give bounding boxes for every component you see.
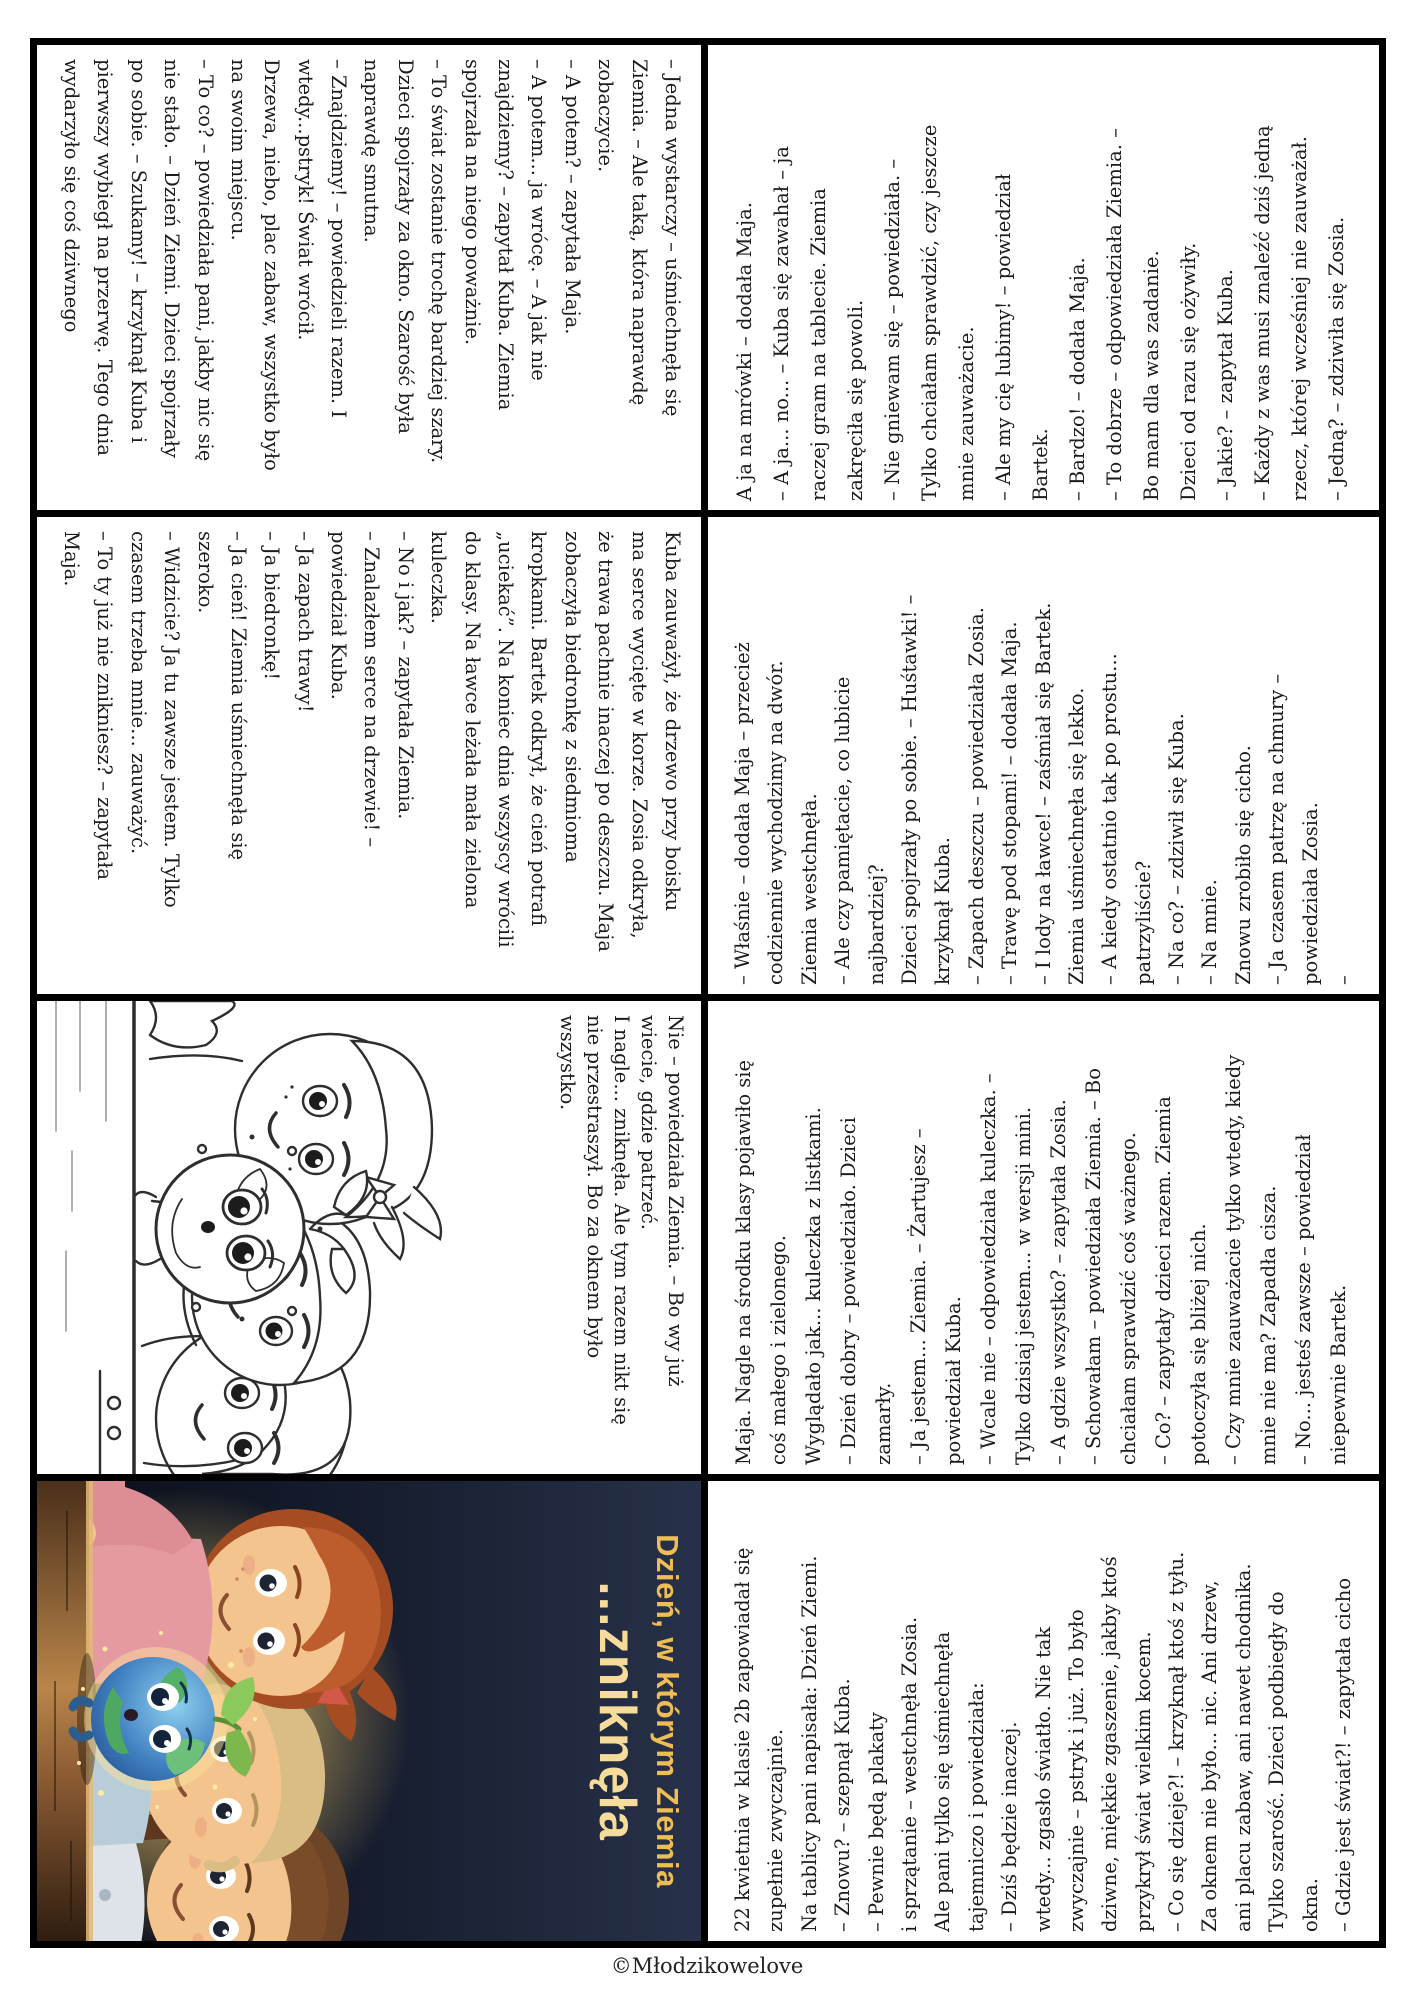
story-line: kuleczka. bbox=[427, 531, 451, 624]
story-line: Maja. Nagle na środku klasy pojawiło się bbox=[732, 1059, 755, 1465]
story-line: tajemniczo i powiedziała: bbox=[964, 1682, 988, 1932]
story-line: – Gdzie jest świat?! – zapytała cicho bbox=[1332, 1577, 1356, 1932]
story-line: Tylko chciałam sprawdzić, czy jeszcze bbox=[918, 124, 941, 501]
story-line: „uciekać”. Na koniec dnia wszyscy wrócili bbox=[494, 531, 518, 948]
story-line: przykrył świat wielkim kocem. bbox=[1131, 1631, 1155, 1932]
story-line: okna. bbox=[1298, 1878, 1322, 1932]
story-line: – Każdy z was musi znaleźć dziś jedną bbox=[1251, 125, 1274, 501]
story-line: – Co? – zapytały dzieci razem. Ziemia bbox=[1152, 1096, 1175, 1465]
story-line: Maja. bbox=[59, 531, 83, 587]
story-line: – Jedną? – zdziwiła się Zosia. bbox=[1325, 216, 1348, 501]
story-line: – Widzicie? Ja tu zawsze jestem. Tylko bbox=[160, 531, 184, 908]
story-line: Ziemia uśmiechnęła się lekko. bbox=[1064, 687, 1088, 985]
story-line: Ale pani tylko się uśmiechnęła bbox=[931, 1631, 955, 1932]
story-line: codziennie wychodzimy na dwór. bbox=[764, 660, 788, 985]
story-line: Ziemia. – Ale taką, która naprawdę bbox=[627, 59, 651, 406]
story-line: – Ale my cię lubimy! – powiedział bbox=[992, 173, 1015, 501]
story-page-7 bbox=[37, 517, 701, 994]
story-line: nie przestraszył. Bo za oknem było bbox=[583, 1015, 606, 1359]
story-line: – Pewnie będą plakaty bbox=[864, 1712, 888, 1932]
panel-row3-left bbox=[37, 1001, 701, 1474]
story-line: – Ja biedronkę! bbox=[260, 531, 284, 681]
panel-row3-right bbox=[708, 1001, 1379, 1474]
story-line: do klasy. Na ławce leżała mała zielona bbox=[460, 531, 484, 909]
booklet-outer-border bbox=[30, 38, 1386, 1948]
story-line: zobaczycie. bbox=[594, 59, 618, 173]
story-line: – No... jesteś zawsze – powiedział bbox=[1292, 1134, 1315, 1465]
story-page-4 bbox=[708, 517, 1379, 994]
story-line: Wyglądało jak... kuleczka z listkami. bbox=[802, 1107, 825, 1465]
story-line: niepewnie Bartek. bbox=[1327, 1284, 1350, 1465]
panel-row1-left bbox=[37, 45, 701, 510]
story-line: czasem trzeba mnie... zauważyć. bbox=[126, 531, 150, 855]
story-line: powiedziała Zosia. bbox=[1298, 802, 1322, 985]
story-line: kropkami. Bartek odkrył, że cień potrafi bbox=[527, 531, 551, 927]
story-line: Tylko szarość. Dzieci podbiegły do bbox=[1265, 1591, 1289, 1932]
story-line: – bbox=[1332, 975, 1356, 985]
story-line: raczej gram na tablecie. Ziemia bbox=[807, 188, 830, 501]
story-line: Za oknem nie było... nic. Ani drzew, bbox=[1198, 1580, 1222, 1932]
story-line: że trawa pachnie inaczej po deszczu. Maja bbox=[594, 531, 618, 952]
story-line: – Ale czy pamiętacie, co lubicie bbox=[831, 676, 855, 985]
story-line: spojrzała na niego poważnie. bbox=[460, 59, 484, 346]
story-line: – To ty już nie znikniesz? – zapytała bbox=[93, 531, 117, 880]
story-line: i sprzątanie – westchnęła Zosia. bbox=[897, 1616, 921, 1932]
story-line: – Dziś będzie inaczej. bbox=[998, 1721, 1022, 1932]
story-line: – A gdzie wszystko? – zapytała Zosia. bbox=[1047, 1099, 1070, 1465]
story-page-6 bbox=[37, 45, 701, 510]
story-line: dziwne, miękkie zgaszenie, jakby ktoś bbox=[1098, 1556, 1122, 1932]
story-line: – I lody na ławce! – zaśmiał się Bartek. bbox=[1031, 602, 1055, 985]
story-line: znajdziemy? – zapytał Kuba. Ziemia bbox=[494, 59, 518, 411]
story-line: – Jedna wystarczy – uśmiechnęła się bbox=[661, 59, 684, 417]
story-line: – Ja czasem patrzę na chmury – bbox=[1265, 673, 1289, 985]
story-line: Dzieci od razu się ożywiły. bbox=[1177, 242, 1200, 501]
story-line: – Czy mnie zauważacie tylko wtedy, kiedy bbox=[1222, 1054, 1245, 1465]
story-line: Drzewa, niebo, plac zabaw, wszystko było bbox=[260, 59, 284, 471]
story-line: – No i jak? – zapytała Ziemia. bbox=[393, 531, 417, 820]
story-line: – Zapach deszczu – powiedziała Zosia. bbox=[964, 607, 988, 985]
story-line: zupełnie zwyczajnie. bbox=[764, 1728, 788, 1932]
cover-title-line2: ...zniknęła bbox=[588, 1581, 646, 1841]
story-line: Tylko dzisiaj jestem... w wersji mini. bbox=[1012, 1106, 1035, 1465]
story-line: – Nie gniewam się – powiedziała. – bbox=[881, 158, 904, 501]
story-line: – Co się dzieje?! – krzyknął ktoś z tyłu. bbox=[1165, 1551, 1189, 1932]
story-line: – Ja jestem... Ziemia. – Żartujesz – bbox=[907, 1128, 930, 1465]
story-line: ma serce wycięte w korze. Zosia odkryła, bbox=[627, 531, 651, 939]
coloring-page-drawing bbox=[37, 1001, 542, 1474]
story-line: Znowu zrobiło się cicho. bbox=[1231, 745, 1255, 985]
copyright-notice: ©Młodzikowelove bbox=[610, 1954, 804, 1978]
story-line: – Znowu? – szepnął Kuba. bbox=[831, 1678, 855, 1932]
lineart-desk bbox=[56, 1001, 134, 1474]
story-line: naprawdę smutna. bbox=[360, 59, 384, 243]
story-line: Bartek. bbox=[1029, 428, 1052, 501]
story-page-5 bbox=[708, 45, 1379, 510]
story-line: chciałam sprawdzić coś ważnego. bbox=[1117, 1132, 1140, 1465]
story-line: – A ja... no... – Kuba się zawahał – ja bbox=[770, 146, 793, 501]
story-line: – Ja cień! Ziemia uśmiechnęła się bbox=[226, 531, 250, 861]
story-line: – A potem? – zapytała Maja. bbox=[560, 59, 584, 335]
story-page-3 bbox=[708, 1001, 1379, 1474]
story-line: zamarły. bbox=[872, 1382, 895, 1465]
panel-cover bbox=[37, 1481, 701, 1941]
panel-row1-right bbox=[708, 45, 1379, 510]
story-line: – Na co? – zdziwił się Kuba. bbox=[1165, 713, 1189, 985]
story-line: – Trawę pod stopami! – dodała Maja. bbox=[998, 621, 1022, 985]
story-line: – Schowałam – powiedziała Ziemia. – Bo bbox=[1082, 1068, 1105, 1465]
story-line: Dzieci spojrzały po sobie. – Huśtawki! – bbox=[897, 594, 921, 985]
story-line: – Na mnie. bbox=[1198, 879, 1222, 985]
cover-page bbox=[37, 1481, 701, 1941]
story-line: Kuba zauważył, że drzewo przy boisku bbox=[661, 531, 684, 912]
story-page-1 bbox=[708, 1481, 1379, 1941]
panel-divider-horizontal-1 bbox=[37, 510, 1379, 517]
story-line: Na tablicy pani napisała: Dzień Ziemi. bbox=[797, 1555, 821, 1932]
story-line: pierwszy wybiegł na przerwę. Tego dnia bbox=[93, 59, 117, 457]
panel-row2-left bbox=[37, 517, 701, 994]
panel-divider-horizontal-2 bbox=[37, 994, 1379, 1001]
story-line: patrzyliście? bbox=[1131, 860, 1155, 985]
story-line: wiecie, gdzie patrzeć. bbox=[637, 1015, 660, 1230]
coloring-illustration bbox=[37, 1001, 542, 1474]
story-line: – Bardzo! – dodała Maja. bbox=[1066, 257, 1089, 501]
story-line: – To świat zostanie trochę bardziej szary. bbox=[427, 59, 451, 464]
story-line: wtedy...pstryk! Świat wrócił. bbox=[293, 59, 317, 341]
story-line: – Wcale nie – odpowiedziała kuleczka. – bbox=[977, 1073, 1000, 1465]
story-line: po sobie. – Szukamy! – krzyknął Kuba i bbox=[126, 59, 150, 444]
story-line: – To co? – powiedziała pani, jakby nic się bbox=[193, 59, 217, 462]
story-line: ani placu zabaw, ani nawet chodnika. bbox=[1231, 1563, 1255, 1932]
story-line: rzecz, której wcześniej nie zauważał. bbox=[1288, 136, 1311, 501]
story-line: Bo mam dla was zadanie. bbox=[1140, 250, 1163, 501]
story-line: wydarzyło się coś dziwnego bbox=[59, 59, 83, 333]
story-line: – Znajdziemy! – powiedzieli razem. I bbox=[327, 59, 351, 418]
story-line: zakręciła się powoli. bbox=[844, 299, 867, 501]
story-line: krzyknął Kuba. bbox=[931, 837, 955, 985]
story-line: – To dobrze – odpowiedziała Ziemia. – bbox=[1103, 128, 1126, 501]
story-line: szeroko. bbox=[193, 531, 217, 614]
story-line: Nie – powiedziała Ziemia. – Bo wy już bbox=[664, 1015, 687, 1387]
story-line: nie stało. – Dzień Ziemi. Dzieci spojrzały bbox=[160, 59, 184, 458]
story-line: wtedy... zgasło światło. Nie tak bbox=[1031, 1626, 1055, 1932]
story-line: – Dzień dobry – powiedziało. Dzieci bbox=[837, 1117, 860, 1465]
story-line: coś małego i zielonego. bbox=[767, 1235, 790, 1465]
panel-divider-vertical bbox=[701, 45, 708, 1941]
cover-title bbox=[587, 1481, 685, 1941]
story-line: zwyczajnie – pstryk i już. To było bbox=[1064, 1609, 1088, 1932]
story-line: Ziemia westchnęła. bbox=[797, 793, 821, 985]
story-line: powiedział Kuba. bbox=[327, 531, 351, 700]
story-line: I nagle... zniknęła. Ale tym razem nikt się bbox=[610, 1015, 633, 1425]
story-page-8 bbox=[37, 1001, 701, 1474]
story-line: Dzieci spojrzały za okno. Szarość była bbox=[393, 59, 417, 434]
story-line: powiedział Kuba. bbox=[942, 1296, 965, 1465]
panel-row2-right bbox=[708, 517, 1379, 994]
story-line: zobaczyła biedronkę z siedmioma bbox=[560, 531, 584, 863]
panel-row4-right bbox=[708, 1481, 1379, 1941]
story-line: – Jakie? – zapytał Kuba. bbox=[1214, 269, 1237, 501]
story-line: A ja na mrówki – dodała Maja. bbox=[733, 202, 756, 501]
story-line: – A kiedy ostatnio tak po prostu... bbox=[1098, 653, 1122, 985]
story-line: najbardziej? bbox=[864, 864, 888, 985]
story-line: mnie nie ma? Zapadła cisza. bbox=[1257, 1185, 1280, 1465]
story-line: – A potem... ja wrócę. – A jak nie bbox=[527, 59, 551, 381]
story-line: 22 kwietnia w klasie 2b zapowiadał się bbox=[731, 1547, 754, 1932]
story-line: wszystko. bbox=[556, 1015, 579, 1111]
story-line: – Właśnie – dodała Maja – przecież bbox=[731, 642, 754, 985]
story-line: – Znalazłem serce na drzewie! – bbox=[360, 531, 384, 848]
panel-divider-horizontal-3 bbox=[37, 1474, 1379, 1481]
story-line: mnie zauważacie. bbox=[955, 326, 978, 501]
story-text-block bbox=[554, 1015, 689, 1464]
cover-title-line1: Dzień, w którym Ziemia bbox=[650, 1534, 685, 1888]
story-line: potoczyła się bliżej nich. bbox=[1187, 1223, 1210, 1465]
story-line: – Ja zapach trawy! bbox=[293, 531, 317, 713]
story-line: na swoim miejscu. bbox=[226, 59, 250, 241]
